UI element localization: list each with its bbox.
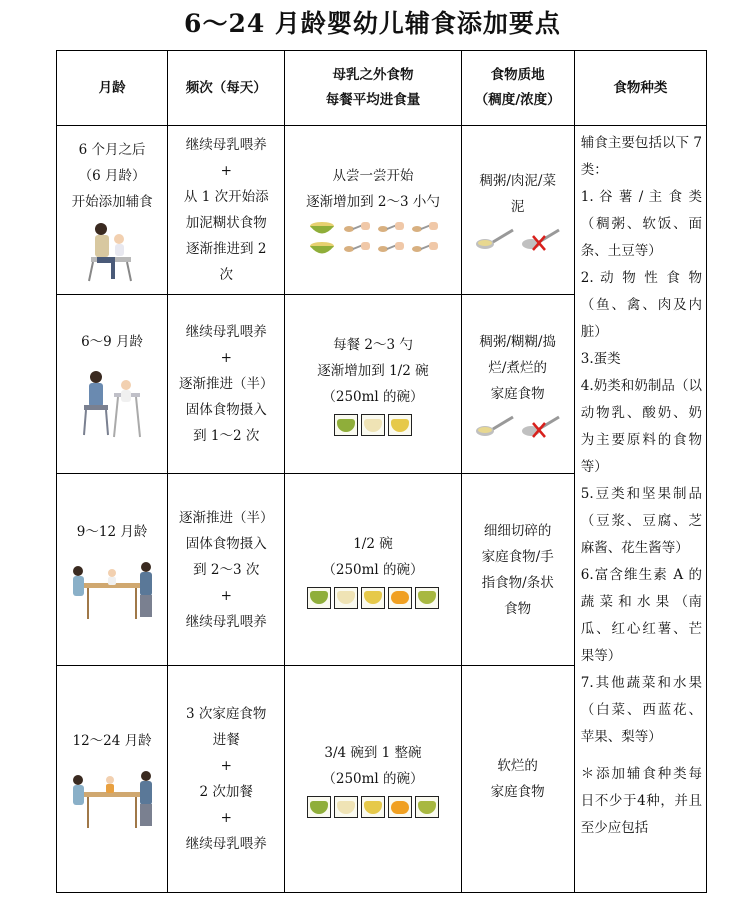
family-table-illustration [66, 549, 158, 621]
frequency-text: 进餐 [212, 732, 240, 748]
texture-text: 家庭食物 [490, 784, 545, 800]
food-type-text: 5.豆类和坚果制品（豆浆、豆腐、芝麻酱、花生酱等） [580, 486, 702, 556]
header-amount-line1: 母乳之外食物 [332, 67, 414, 83]
amount-cell [285, 666, 461, 893]
age-cell [57, 474, 168, 666]
thin-spoon-cross-icon [521, 413, 561, 439]
bowl-icon [361, 414, 385, 436]
bowl-icons [285, 414, 460, 436]
age-text: 9～12 月龄 [76, 523, 148, 540]
amount-text: （250ml 的碗） [322, 771, 424, 787]
mother-highchair-illustration [76, 359, 148, 439]
frequency-text: 继续母乳喂养 [185, 836, 267, 852]
age-cell [57, 295, 168, 474]
food-type-text: 辅食主要包括以下 7 类： [580, 135, 702, 178]
frequency-text: 固体食物摄入 [185, 402, 267, 418]
frequency-text: + [220, 758, 232, 774]
frequency-text: 继续母乳喂养 [185, 137, 267, 153]
amount-text: 逐渐增加到 2～3 小勺 [306, 194, 440, 210]
bowl-icon [307, 587, 331, 609]
food-type-text: 3.蛋类 [580, 351, 621, 367]
texture-text: 稠粥/糊糊/捣 [479, 334, 556, 350]
frequency-text: 继续母乳喂养 [185, 324, 267, 340]
spoon-hand-icon [409, 219, 439, 237]
amount-text: 3/4 碗到 1 整碗 [324, 745, 422, 761]
spoon-consistency-icons [466, 413, 570, 439]
age-text: （6 月龄） [78, 168, 146, 184]
frequency-text: 3 次家庭食物 [186, 706, 267, 722]
bowl-icon [334, 796, 358, 818]
food-type-text: 1. 谷 薯 / 主 食 类 （稠粥、软饭、面条、土豆等） [580, 189, 702, 259]
bowl-icon [388, 587, 412, 609]
bowl-icon [307, 796, 331, 818]
bowl-icon [415, 796, 439, 818]
frequency-text: 到 1～2 次 [193, 428, 260, 444]
thin-spoon-cross-icon [521, 226, 561, 252]
frequency-text: + [220, 810, 232, 826]
spoon-hand-icon [341, 219, 371, 237]
frequency-text: 从 1 次开始添 [183, 189, 269, 205]
amount-cell [285, 126, 461, 295]
texture-text: 软烂的 [497, 758, 538, 774]
puree-bowl-icon [307, 219, 337, 237]
frequency-text: 加泥糊状食物 [185, 215, 267, 231]
age-cell [57, 666, 168, 893]
frequency-text: 次 [219, 267, 233, 283]
amount-text: 逐渐增加到 1/2 碗 [317, 363, 429, 379]
frequency-cell [168, 126, 285, 295]
header-row [57, 51, 707, 126]
food-types-cell [574, 126, 706, 893]
texture-text: 食物 [504, 600, 532, 617]
bowl-icon [361, 587, 385, 609]
table-row [57, 126, 707, 295]
thick-spoon-icon [475, 413, 515, 439]
spoon-hand-icon [341, 239, 371, 257]
texture-cell [461, 126, 574, 295]
food-type-text: 2. 动 物 性 食 物 （鱼、禽、肉及内脏） [580, 270, 702, 340]
texture-text: 家庭食物 [490, 386, 545, 402]
age-text: 开始添加辅食 [71, 194, 153, 210]
amount-cell [285, 295, 461, 474]
age-text: 6～9 月龄 [81, 334, 144, 350]
header-amount-line2: 每餐平均进食量 [325, 92, 421, 108]
header-amount [285, 51, 461, 126]
frequency-text: 逐渐推进到 2 [186, 241, 267, 257]
mother-feeding-infant-illustration [81, 219, 143, 283]
texture-cell [461, 295, 574, 474]
spoon-hand-icon [375, 219, 405, 237]
header-age: 月龄 [57, 51, 168, 126]
amount-text: （250ml 的碗） [322, 561, 424, 578]
spoon-hand-icon [409, 239, 439, 257]
header-texture-line2: （稠度/浓度） [474, 92, 561, 108]
frequency-text: 逐渐推进（半） [178, 509, 274, 526]
header-texture-line1: 食物质地 [490, 67, 545, 83]
texture-text: 稠粥/肉泥/菜 [479, 173, 556, 189]
bowl-icon [415, 587, 439, 609]
frequency-text: 到 2～3 次 [193, 561, 260, 578]
frequency-text: 2 次加餐 [199, 784, 253, 800]
puree-bowl-icon [307, 239, 337, 257]
texture-cell [461, 666, 574, 893]
frequency-cell [168, 474, 285, 666]
bowl-icon [388, 414, 412, 436]
bowl-icon [388, 796, 412, 818]
texture-cell [461, 474, 574, 666]
food-type-text: 7.其他蔬菜和水果（白菜、西蓝花、苹果、梨等） [580, 675, 702, 745]
texture-text: 指食物/条状 [481, 574, 554, 591]
amount-text: 从尝一尝开始 [332, 168, 414, 184]
amount-text: （250ml 的碗） [322, 389, 424, 405]
header-texture [461, 51, 574, 126]
amount-cell [285, 474, 461, 666]
frequency-text: + [220, 587, 232, 604]
frequency-cell [168, 666, 285, 893]
page-title: 6～24 月龄婴幼儿辅食添加要点 [184, 9, 561, 38]
food-type-text: 4.奶类和奶制品（以动物乳、酸奶、奶为主要原料的食物等） [580, 378, 702, 475]
food-type-note: ＊添加辅食种类每日不少于4种，并且至少应包括 [580, 766, 702, 836]
age-cell [57, 126, 168, 295]
frequency-text: + [220, 163, 232, 179]
header-frequency: 频次（每天） [168, 51, 285, 126]
header-types: 食物种类 [574, 51, 706, 126]
bowl-spoon-icons [298, 219, 448, 257]
frequency-cell [168, 295, 285, 474]
spoon-hand-icon [375, 239, 405, 257]
thick-spoon-icon [475, 226, 515, 252]
frequency-text: 逐渐推进（半） [178, 376, 274, 392]
bowl-icons [285, 796, 460, 818]
frequency-text: 继续母乳喂养 [185, 613, 267, 630]
frequency-text: + [220, 350, 232, 366]
spoon-consistency-icons [466, 226, 570, 252]
amount-text: 1/2 碗 [353, 535, 393, 552]
family-table-illustration [66, 758, 158, 830]
feeding-table [56, 50, 707, 893]
bowl-icon [361, 796, 385, 818]
texture-text: 泥 [510, 199, 525, 215]
age-text: 6 个月之后 [78, 142, 146, 158]
texture-text: 细细切碎的 [483, 522, 552, 539]
texture-text: 烂/煮烂的 [488, 360, 547, 376]
amount-text: 每餐 2～3 勺 [333, 337, 413, 353]
age-text: 12～24 月龄 [72, 733, 152, 749]
bowl-icon [334, 587, 358, 609]
food-type-text: 6.富含维生素 A 的 蔬 菜 和 水 果 （南瓜、红心红薯、芒果等） [580, 567, 702, 664]
bowl-icon [334, 414, 358, 436]
frequency-text: 固体食物摄入 [185, 535, 267, 552]
bowl-icons [285, 587, 460, 609]
texture-text: 家庭食物/手 [481, 548, 554, 565]
